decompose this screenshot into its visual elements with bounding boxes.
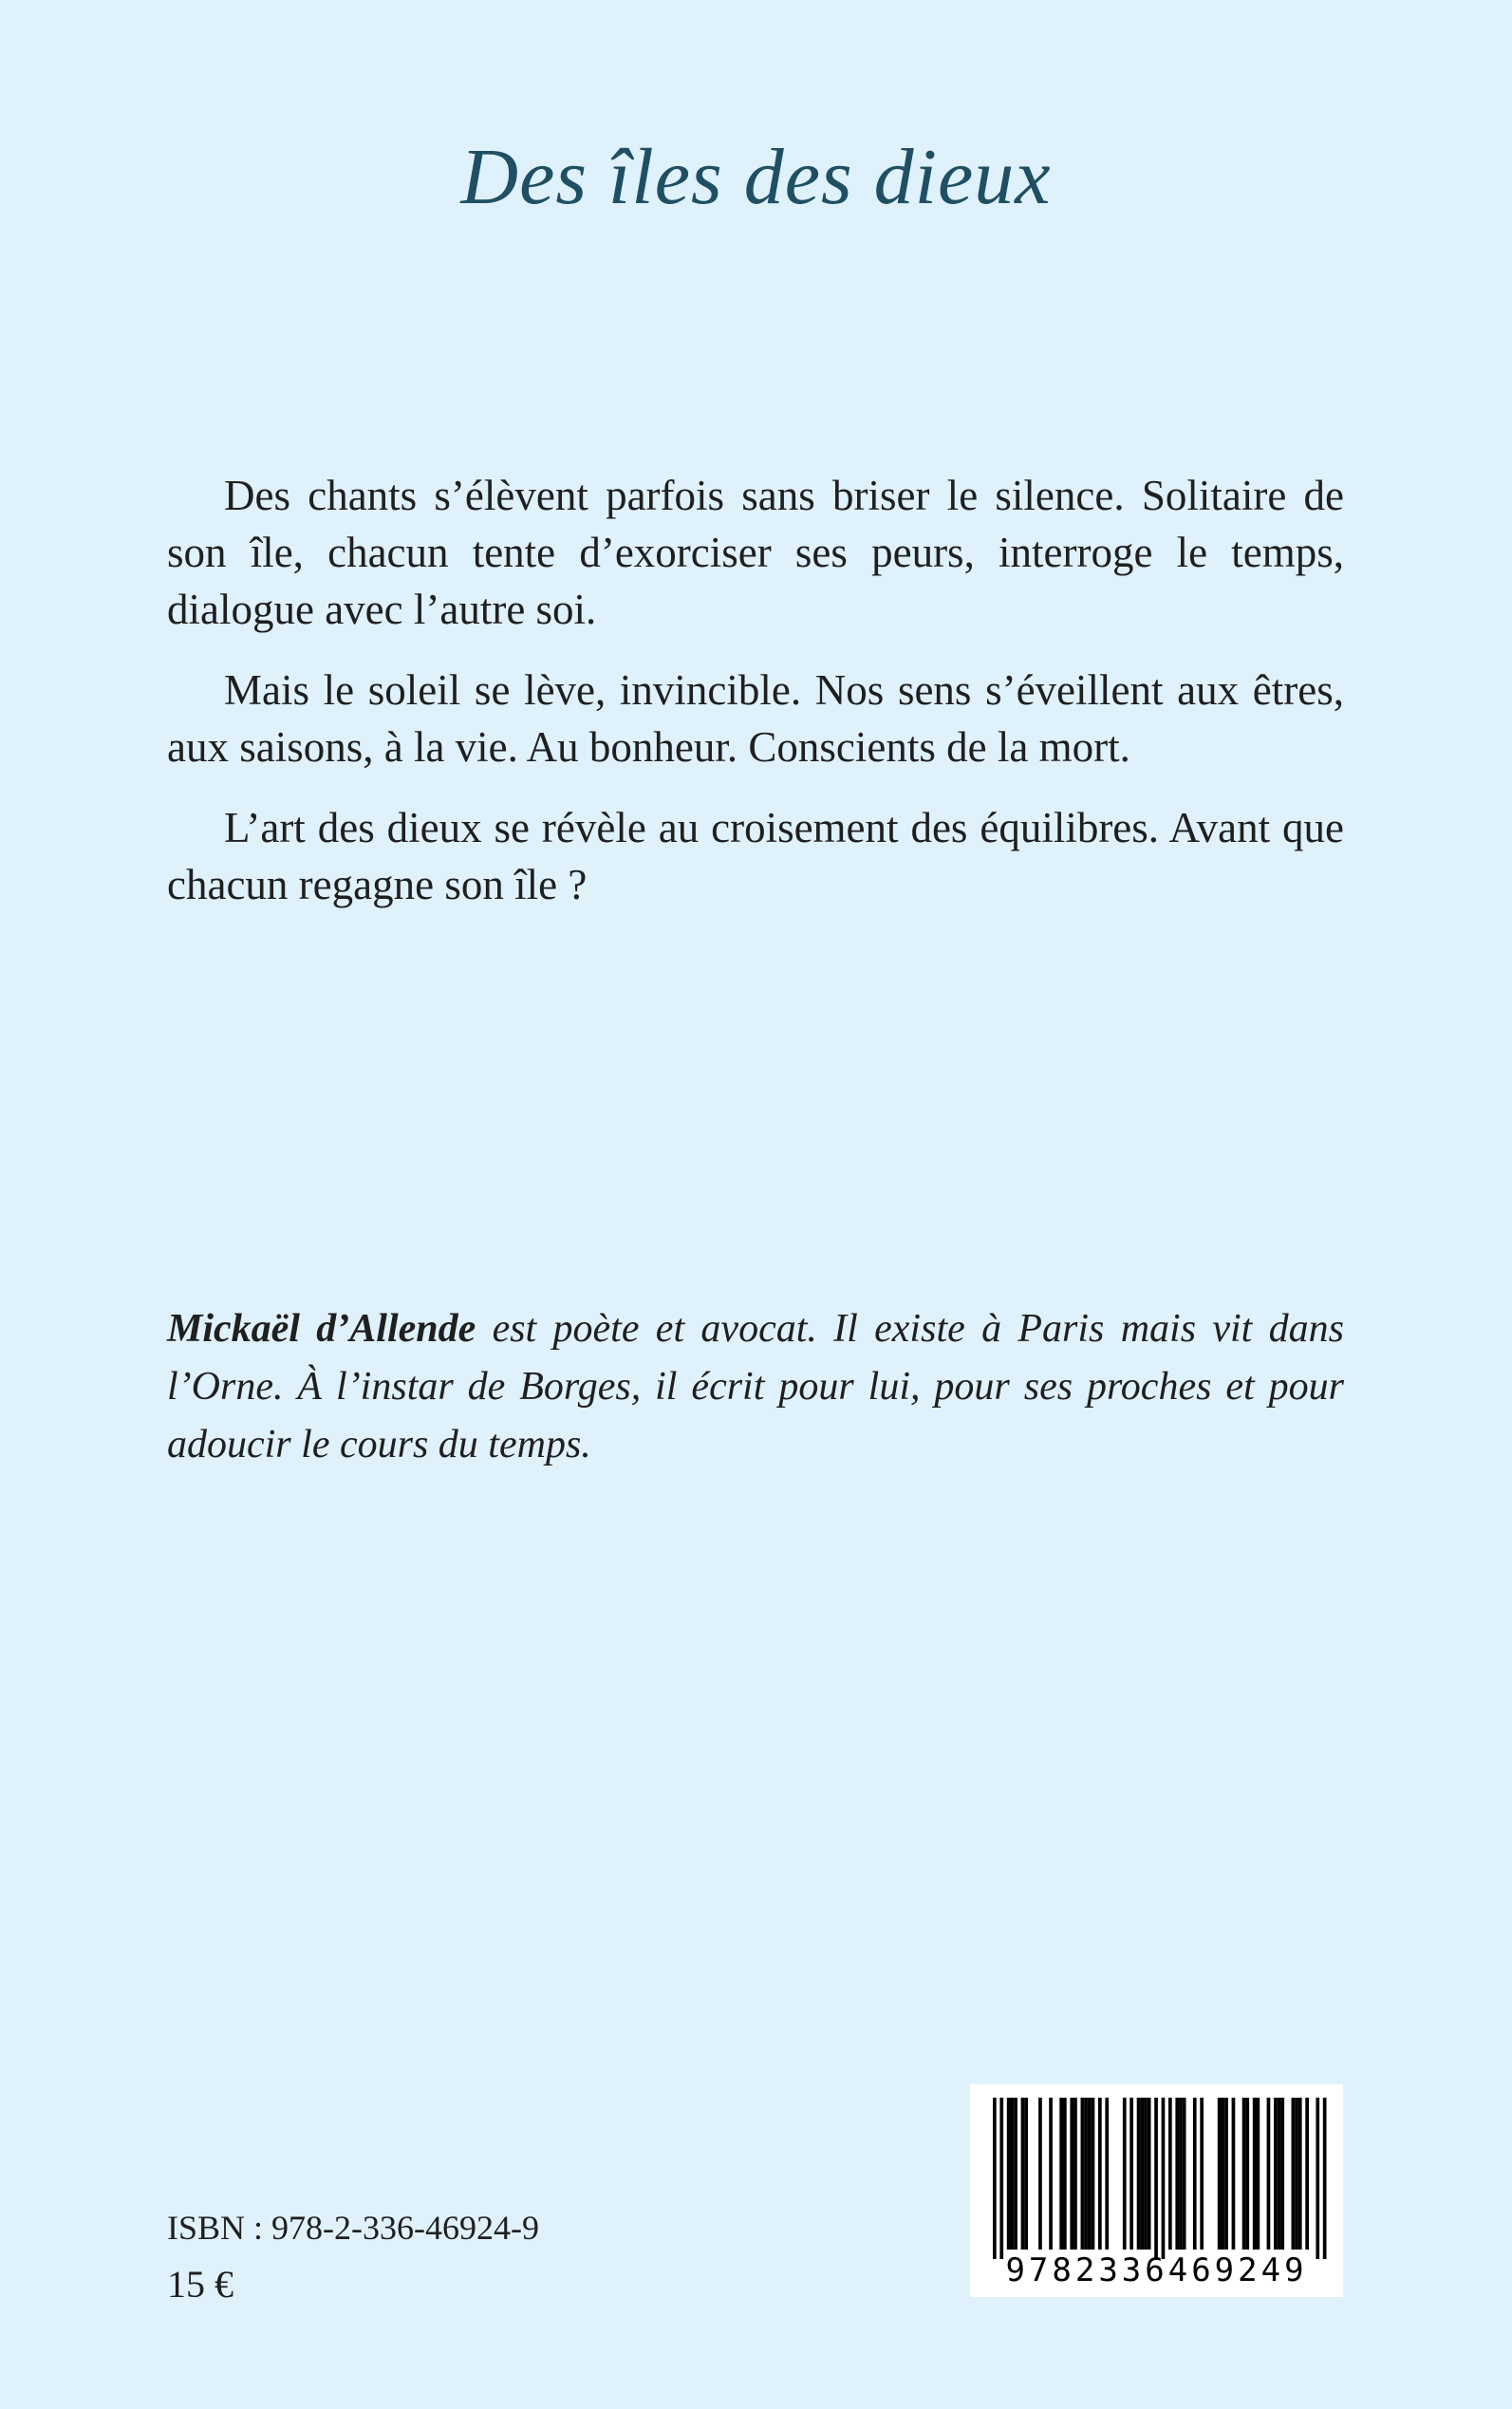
barcode-bar [1088, 2098, 1092, 2250]
blurb [167, 467, 1344, 937]
barcode-bar [1092, 2098, 1095, 2250]
barcode-bar [1175, 2098, 1179, 2250]
barcode-bar [1316, 2098, 1319, 2259]
barcode [970, 2084, 1343, 2297]
barcode-bar [1179, 2098, 1183, 2250]
barcode-bar [1183, 2098, 1186, 2250]
barcode-bar [1162, 2098, 1166, 2259]
barcode-bar [1063, 2098, 1067, 2250]
barcode-bar [993, 2098, 997, 2259]
blurb-paragraph: Des chants s’élèvent parfois sans briser le silence. Solitaire de son île, chacun tente d’exorciser ses peurs, interroge le temps, dialogue avec l’autre soi. [167, 472, 1344, 633]
barcode-bar [1274, 2098, 1278, 2250]
barcode-bar [1193, 2098, 1197, 2250]
barcode-bar [1059, 2098, 1063, 2250]
barcode-bar [1168, 2098, 1172, 2250]
barcode-bar [1011, 2098, 1015, 2250]
barcode-bar [1049, 2098, 1053, 2250]
barcode-bar [1073, 2098, 1077, 2250]
barcode-bar [1024, 2098, 1028, 2250]
blurb-paragraph: Mais le soleil se lève, invincible. Nos sens s’éveillent aux êtres, aux saisons, à la vie. Au bonheur. Conscients de la mort. [167, 666, 1344, 771]
author-bio [167, 1300, 1344, 1474]
book-title: Des îles des dieux [460, 133, 1052, 221]
price: 15 € [167, 2263, 233, 2306]
barcode-bar [1137, 2098, 1141, 2250]
barcode-digits: 9782336469249 [1005, 2251, 1308, 2289]
barcode-bar [1154, 2098, 1158, 2259]
barcode-bar [1242, 2098, 1246, 2250]
barcode-bar [1123, 2098, 1127, 2250]
barcode-bar [1292, 2098, 1296, 2250]
barcode-bar [1021, 2098, 1025, 2250]
barcode-bar [1253, 2098, 1257, 2250]
barcode-bar [1084, 2098, 1088, 2250]
author-bio-text: est poète et avocat. Il existe à Paris mais vit dans l’Orne. À l’instar de Borges, il écrit pour lui, pour ses proches et pour adoucir le cours du temps. [167, 1307, 1344, 1466]
barcode-bar [1105, 2098, 1109, 2250]
barcode-bar [1038, 2098, 1042, 2250]
barcode-bar [999, 2098, 1003, 2259]
barcode-bar [1218, 2098, 1222, 2250]
barcode-bar [1098, 2098, 1102, 2250]
barcode-bar [1278, 2098, 1281, 2250]
barcode-bar [1081, 2098, 1085, 2250]
author-name: Mickaël d’Allende [167, 1307, 476, 1351]
isbn: ISBN : 978-2-336-46924-9 [167, 2209, 539, 2247]
barcode-bar [1295, 2098, 1298, 2250]
barcode-bar [1305, 2098, 1309, 2250]
barcode-bar [1140, 2098, 1144, 2250]
barcode-bar [1222, 2098, 1225, 2250]
barcode-bar [1267, 2098, 1271, 2250]
barcode-bar [1224, 2098, 1228, 2250]
barcode-bar [1007, 2098, 1011, 2250]
barcode-bar [1298, 2098, 1302, 2250]
barcode-bar [1070, 2098, 1073, 2250]
barcode-bar [1129, 2098, 1133, 2250]
barcode-bar [1144, 2098, 1148, 2250]
barcode-bar [1148, 2098, 1151, 2250]
barcode-bar [1200, 2098, 1204, 2250]
barcode-bar [1323, 2098, 1327, 2259]
barcode-bar [1232, 2098, 1236, 2250]
barcode-bar [1280, 2098, 1284, 2250]
barcode-bar [1245, 2098, 1249, 2250]
blurb-paragraph: L’art des dieux se révèle au croisement des équilibres. Avant que chacun regagne son île ? [167, 804, 1344, 908]
barcode-bar [1257, 2098, 1260, 2250]
barcode-bar [1014, 2098, 1017, 2250]
